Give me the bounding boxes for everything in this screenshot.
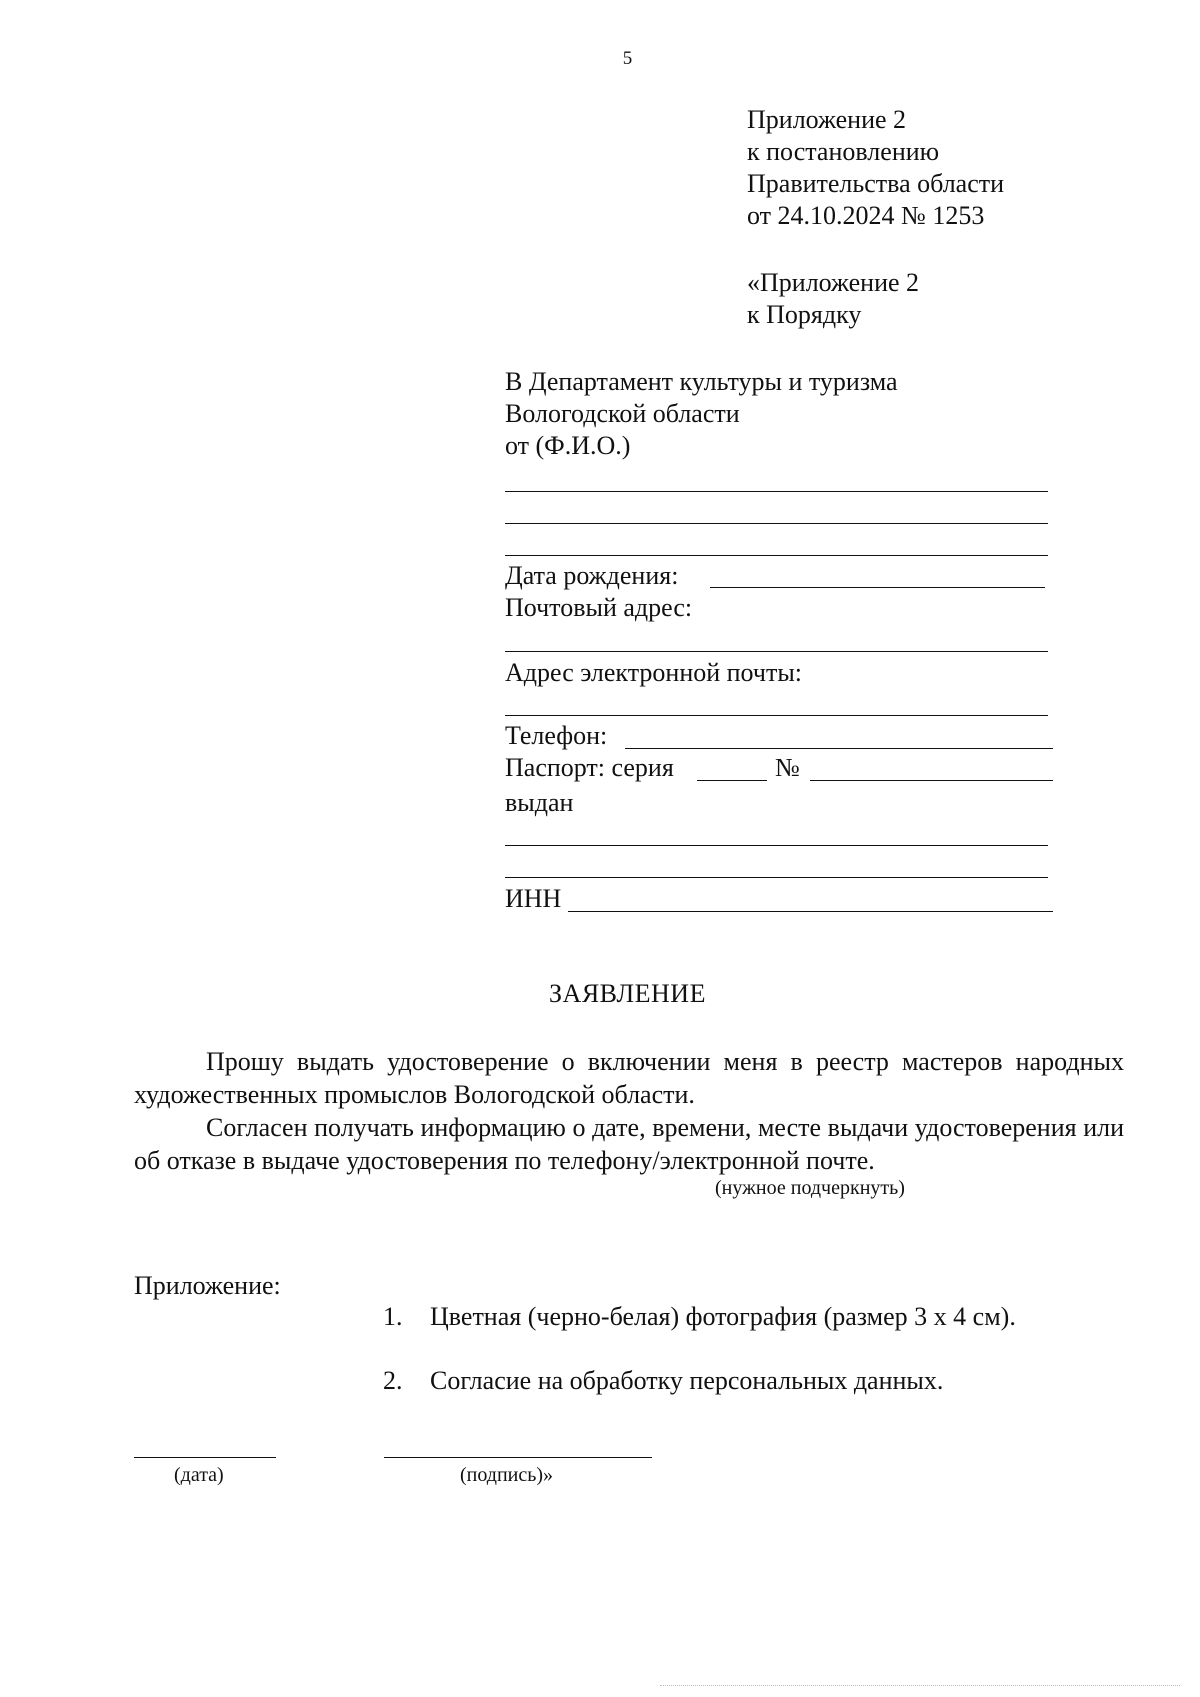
passport-series-label: Паспорт: серия [505,753,674,782]
appendix-header-line: к постановлению [747,137,940,166]
email-line[interactable] [505,715,1048,716]
signature-caption: (подпись)» [460,1464,554,1486]
postal-address-line[interactable] [505,651,1048,652]
attachment-text: Согласие на обработку персональных данных. [430,1366,944,1395]
passport-series-line[interactable] [697,780,767,781]
appendix-header-line: от 24.10.2024 № 1253 [747,201,985,230]
issued-line-2[interactable] [505,877,1048,878]
appendix-order [747,267,919,331]
addressee-line-1: В Департамент культуры и туризма [505,367,898,396]
signature-line[interactable] [384,1457,652,1458]
document-title: ЗАЯВЛЕНИЕ [549,979,706,1008]
issued-line-1[interactable] [505,845,1048,846]
appendix-header-line: Правительства области [747,169,1005,198]
date-signature-line[interactable] [134,1457,276,1458]
appendix-header-line: Приложение 2 [747,105,907,134]
addressee-line-2: Вологодской области [505,399,740,428]
page-number: 5 [622,48,633,69]
appendix-order-line: к Порядку [747,300,862,329]
birth-date-line[interactable] [710,587,1045,588]
appendix-order-line: «Приложение 2 [747,268,920,297]
postal-address-label: Почтовый адрес: [505,593,693,622]
attachment-text: Цветная (черно-белая) фотография (размер 3 х 4 см). [430,1302,1016,1331]
attachment-number: 1. [383,1302,403,1331]
inn-line[interactable] [568,911,1053,912]
from-label: от (Ф.И.О.) [505,431,631,460]
attachment-item [383,1301,1016,1333]
attachments-label: Приложение: [134,1271,281,1300]
consent-paragraph: Согласен получать информацию о дате, времени, месте выдачи удостоверения или об отказе в выдаче удостоверения по телефону/электронной почте. [134,1113,1124,1175]
email-label: Адрес электронной почты: [505,658,803,687]
appendix-header [747,104,1004,232]
passport-number-sign: № [775,753,800,782]
fio-line-2[interactable] [505,523,1048,524]
inn-label: ИНН [505,884,562,913]
attachment-item [383,1365,943,1397]
phone-label: Телефон: [505,721,608,750]
request-paragraph: Прошу выдать удостоверение о включении меня в реестр мастеров народных художественных промыслов Вологодской области. [134,1047,1124,1109]
scan-artifact [660,1685,1180,1687]
underline-note: (нужное подчеркнуть) [715,1177,905,1199]
issued-label: выдан [505,788,574,817]
attachment-number: 2. [383,1366,403,1395]
phone-line[interactable] [625,748,1053,749]
passport-number-line[interactable] [810,780,1053,781]
birth-date-label: Дата рождения: [505,561,679,590]
date-caption: (дата) [174,1464,224,1486]
fio-line-1[interactable] [505,491,1048,492]
fio-line-3[interactable] [505,555,1048,556]
